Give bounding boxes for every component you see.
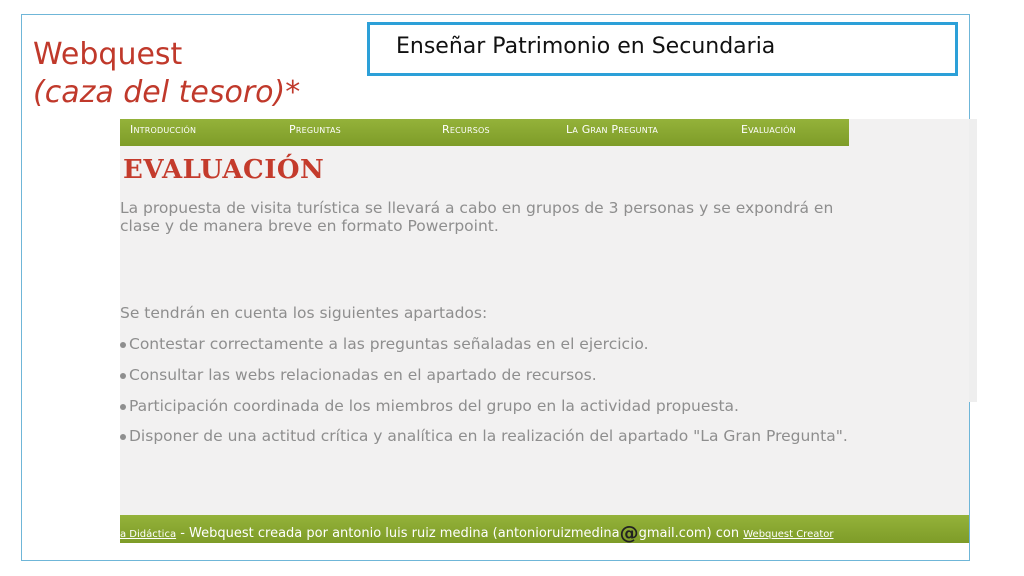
subtitle-text: Enseñar Patrimonio en Secundaria xyxy=(396,34,776,59)
footer-credit-text-2: gmail.com) con xyxy=(638,526,744,541)
nav-evaluacion[interactable]: Evaluación xyxy=(741,123,796,136)
intro-line-2: clase y de manera breve en formato Powerpoint. xyxy=(120,217,499,235)
right-side-panel xyxy=(969,119,977,402)
nav-la-gran-pregunta[interactable]: La Gran Pregunta xyxy=(566,123,659,136)
nav-preguntas[interactable]: Preguntas xyxy=(289,123,341,136)
nav-introduccion[interactable]: Introducción xyxy=(130,123,197,136)
at-sign-icon: @ xyxy=(619,522,639,543)
slide-title-sub: (caza del tesoro)* xyxy=(33,75,301,110)
criteria-item: Contestar correctamente a las preguntas señaladas en el ejercicio. xyxy=(120,334,649,354)
footer-credit-text: - Webquest creada por antonio luis ruiz medina (antonioruizmedina xyxy=(176,526,620,541)
webquest-footer xyxy=(120,515,969,543)
slide-title-main: Webquest xyxy=(33,37,183,72)
criteria-intro: Se tendrán en cuenta los siguientes apartados: xyxy=(120,304,488,322)
webquest-creator-link[interactable]: Webquest Creator xyxy=(743,529,834,540)
slide-title xyxy=(33,36,300,112)
webquest-navbar xyxy=(120,119,849,146)
subtitle-box xyxy=(367,22,958,76)
didactica-link[interactable]: a Didáctica xyxy=(120,529,177,540)
nav-recursos[interactable]: Recursos xyxy=(442,123,490,136)
criteria-item: Consultar las webs relacionadas en el apartado de recursos. xyxy=(120,365,597,385)
bullet-icon xyxy=(120,404,126,410)
webquest-screenshot xyxy=(120,119,969,543)
criteria-item: Participación coordinada de los miembros del grupo en la actividad propuesta. xyxy=(120,396,739,416)
bullet-icon xyxy=(120,434,126,440)
bullet-icon xyxy=(120,342,126,348)
intro-line-1: La propuesta de visita turística se llevará a cabo en grupos de 3 personas y se expondrá en xyxy=(120,199,834,217)
criteria-item: Disponer de una actitud crítica y analítica en la realización del apartado "La Gran Pregunta". xyxy=(120,426,848,446)
evaluation-heading: EVALUACIÓN xyxy=(123,155,325,185)
bullet-icon xyxy=(120,373,126,379)
